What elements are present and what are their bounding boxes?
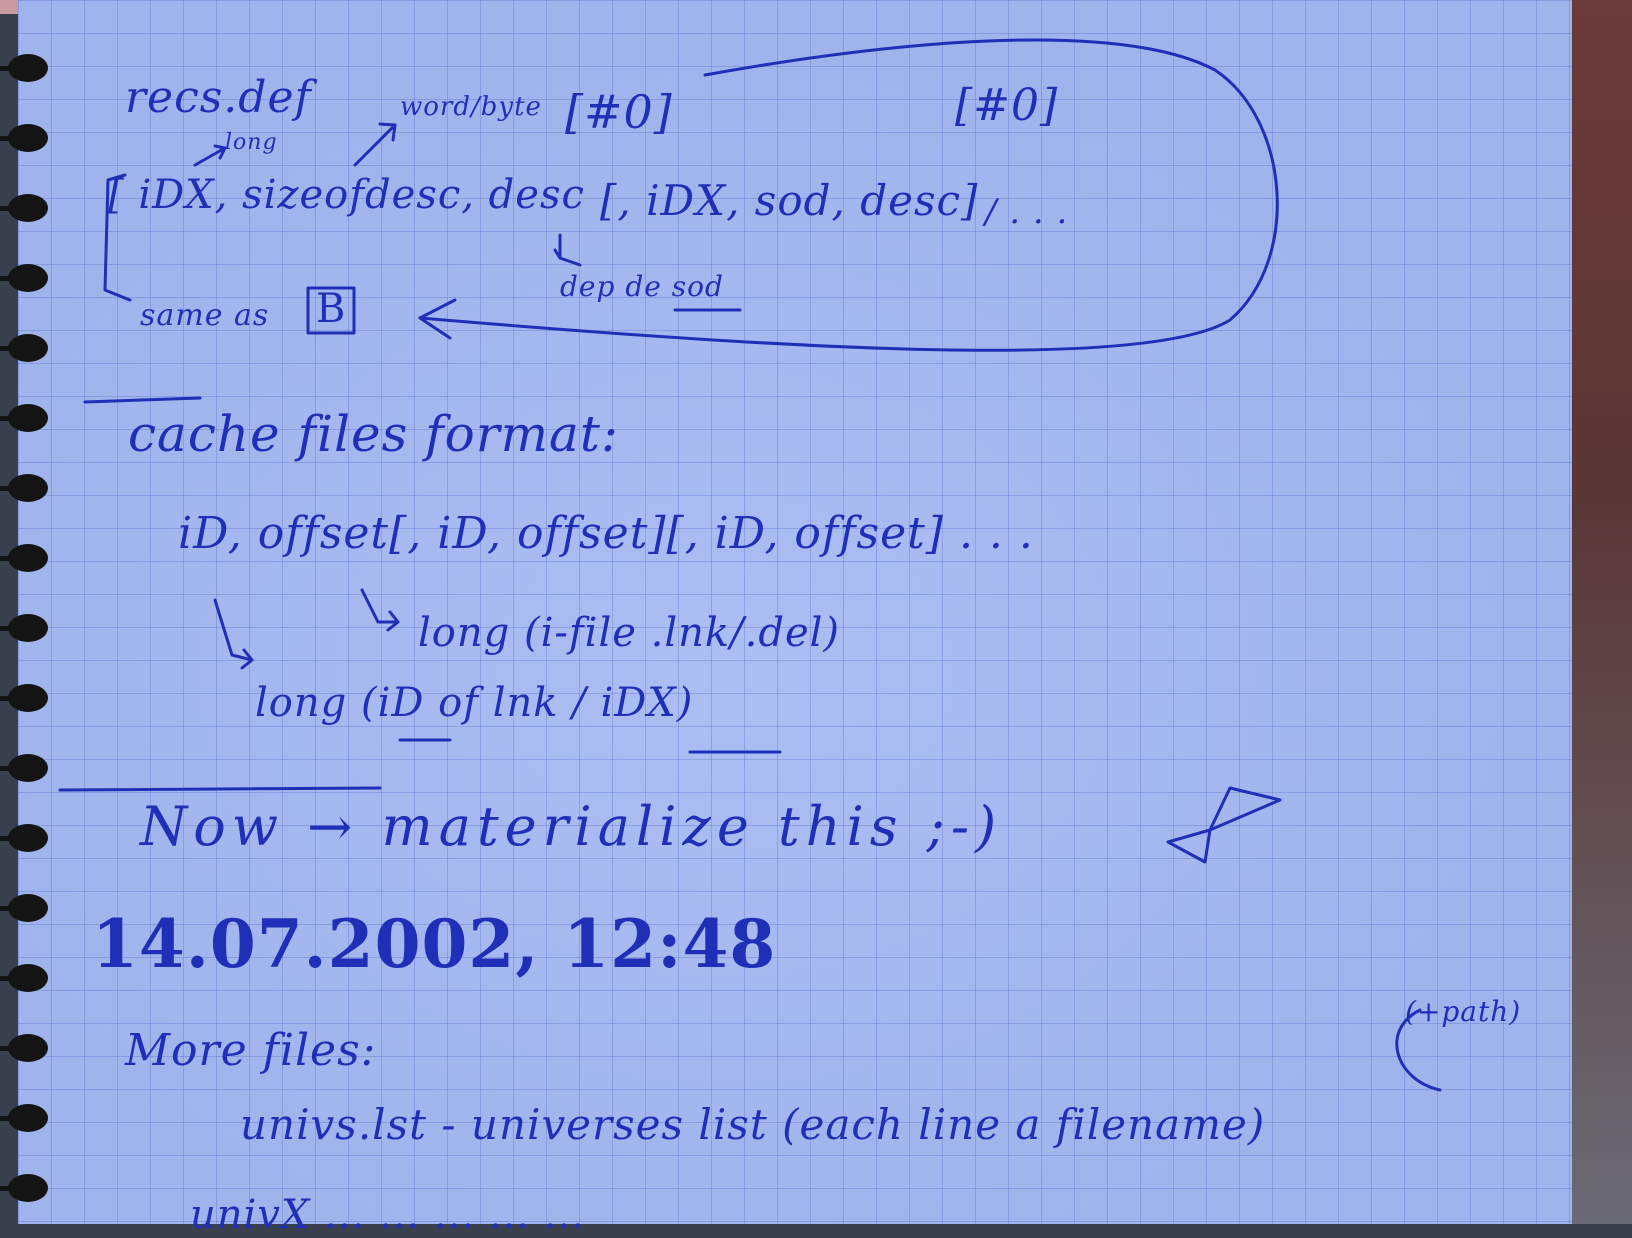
long-label-top: long: [225, 130, 278, 155]
long-id: long (iD of lnk / iDX): [255, 680, 694, 726]
word-byte-label: word/byte: [400, 92, 542, 122]
now-line: Now → materialize this ;-): [140, 795, 1003, 858]
repeat-group: [, iDX, sod, desc]: [600, 176, 979, 225]
same-as-label: same as: [140, 298, 270, 333]
triangle-small: [1168, 830, 1210, 862]
ellipsis-1: / . . .: [985, 192, 1069, 232]
dep-de-sod: dep de sod: [560, 270, 724, 303]
hash0-a: [#0]: [565, 85, 673, 139]
offset-line: iD, offset[, iD, offset][, iD, offset] . . .: [178, 508, 1034, 559]
box-b-letter: B: [316, 286, 347, 332]
path-note: (+path): [1405, 995, 1522, 1028]
date-line: 14.07.2002, 12:48: [92, 905, 777, 983]
recs-def-label: recs.def: [125, 72, 312, 123]
separator-1: [85, 398, 200, 402]
more-files: More files:: [125, 1025, 377, 1076]
hash0-b: [#0]: [955, 80, 1059, 131]
univs-line: univs.lst - universes list (each line a filename): [240, 1100, 1266, 1149]
idx-line: [ iDX, sizeofdesc, desc: [108, 172, 585, 218]
long-ifile: long (i-file .lnk/.del): [418, 610, 841, 656]
bottom-partial-line: univX ... ... ... ... ...: [190, 1192, 585, 1238]
separator-2: [60, 788, 380, 790]
triangle-big: [1210, 788, 1280, 830]
cache-header: cache files format:: [128, 405, 619, 463]
